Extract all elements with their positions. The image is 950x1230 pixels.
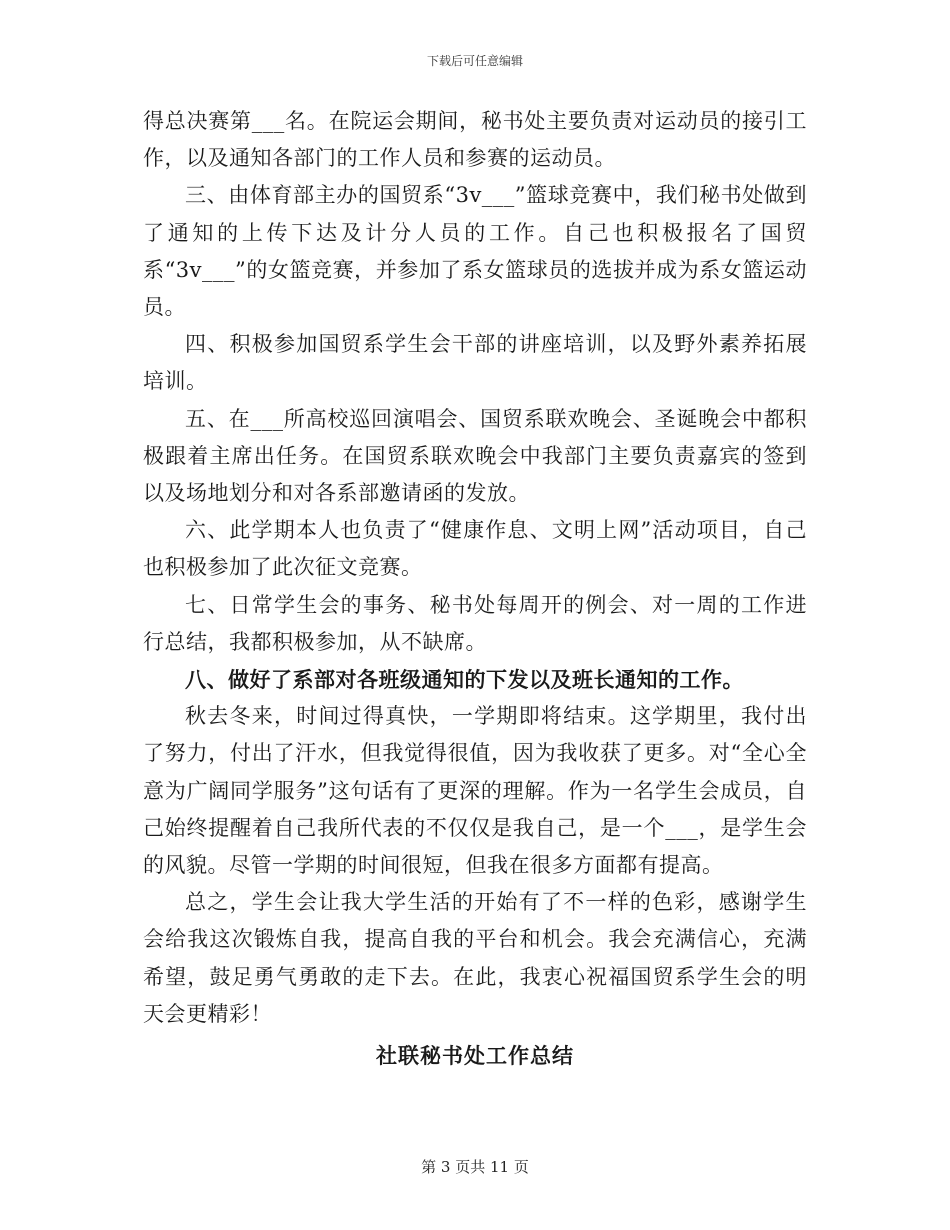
paragraph-item-5: 五、在___所高校巡回演唱会、国贸系联欢晚会、圣诞晚会中都积极跟着主席出任务。在国贸系联欢晚会中我部门主要负责嘉宾的签到以及场地划分和对各系部邀请函的发放。 [143, 406, 807, 506]
paragraph-item-7: 七、日常学生会的事务、秘书处每周开的例会、对一周的工作进行总结，我都积极参加，从不缺席。 [143, 592, 807, 654]
paragraph-item-4: 四、积极参加国贸系学生会干部的讲座培训，以及野外素养拓展培训。 [143, 332, 807, 394]
paragraph-1: 得总决赛第___名。在院运会期间，秘书处主要负责对运动员的接引工作，以及通知各部门的工作人员和参赛的运动员。 [143, 109, 807, 171]
page-header: 下载后可任意编辑 [426, 54, 523, 68]
paragraph-item-3: 三、由体育部主办的国贸系“3v___”篮球竞赛中，我们秘书处做到了通知的上传下达及计分人员的工作。自己也积极报名了国贸系“3v___”的女篮竞赛，并参加了系女篮球员的选拔并成为系女篮运动员。 [143, 183, 807, 320]
paragraph-item-8: 八、做好了系部对各班级通知的下发以及班长通知的工作。 [185, 667, 744, 693]
paragraph-conclusion: 总之，学生会让我大学生活的开始有了不一样的色彩，感谢学生会给我这次锻炼自我，提高自我的平台和机会。我会充满信心，充满希望，鼓足勇气勇敢的走下去。在此，我衷心祝福国贸系学生会的明天会更精彩！ [143, 890, 807, 1026]
paragraph-item-6: 六、此学期本人也负责了“健康作息、文明上网”活动项目，自己也积极参加了此次征文竞赛。 [143, 518, 807, 580]
document-body [143, 103, 807, 1033]
page-footer: 第 3 页共 11 页 [421, 1158, 529, 1176]
paragraph-reflection: 秋去冬来，时间过得真快，一学期即将结束。这学期里，我付出了努力，付出了汗水，但我觉得很值，因为我收获了更多。对“全心全意为广阔同学服务”这句话有了更深的理解。作为一名学生会成员，自己始终提醒着自己我所代表的不仅仅是我自己，是一个___，是学生会的风貌。尽管一学期的时间很短，但我在很多方面都有提高。 [143, 704, 807, 878]
section-title: 社联秘书处工作总结 [376, 1043, 574, 1068]
